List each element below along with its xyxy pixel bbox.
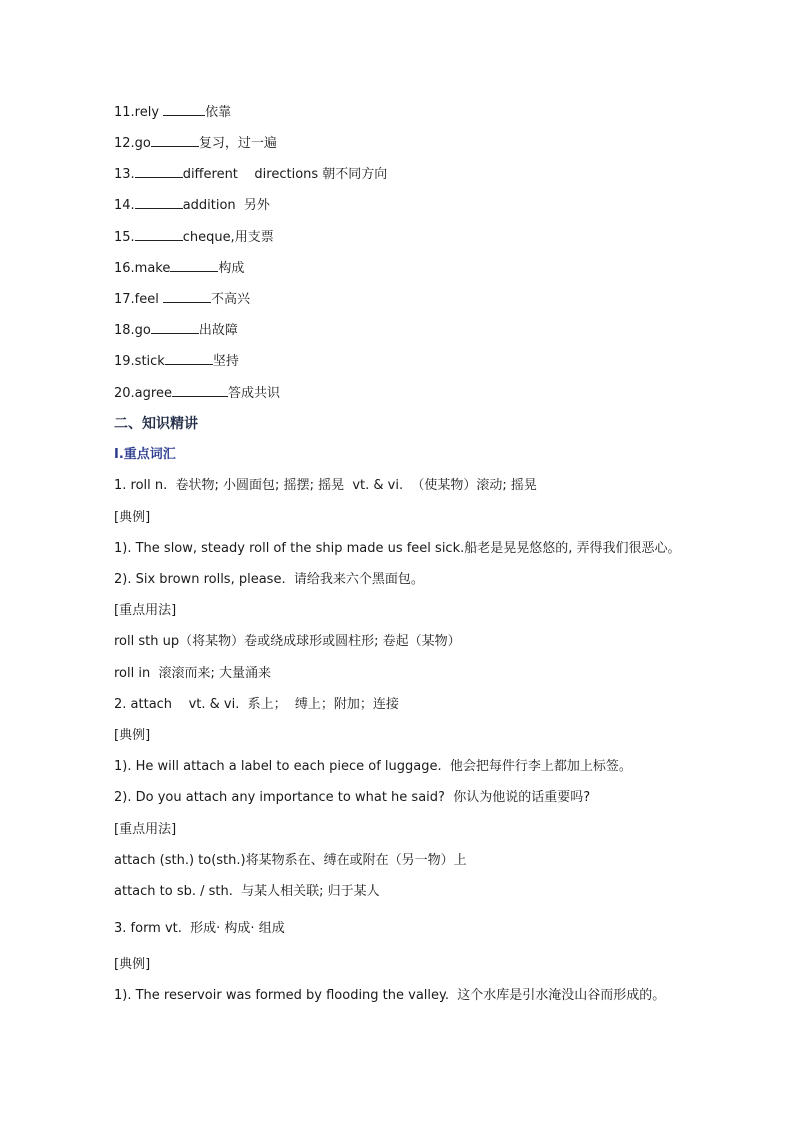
answer-blank (172, 384, 228, 397)
example-sentence: 1). The slow, steady roll of the ship made us feel sick.船老是晃晃悠悠的, 弄得我们很恶心。 (114, 541, 681, 556)
subsection-title: I.重点词汇 (114, 447, 176, 462)
fill-item-17: 17.feel 不高兴 (114, 292, 251, 307)
answer-blank (170, 259, 218, 272)
section-title: 二、知识精讲 (114, 416, 198, 432)
fill-item-13: 13. different directions 朝不同方向 (114, 167, 388, 182)
answer-blank (165, 352, 213, 365)
usage-line: roll in 滚滚而来; 大量涌来 (114, 666, 271, 681)
fill-item-14: 14. addition 另外 (114, 198, 270, 213)
answer-blank (135, 196, 183, 209)
example-sentence: 2). Six brown rolls, please. 请给我来六个黑面包。 (114, 572, 424, 587)
usage-line: roll sth up（将某物）卷或绕成球形或圆柱形; 卷起（某物） (114, 634, 461, 649)
vocab-entry-attach: 2. attach vt. & vi. 系上； 缚上；附加；连接 (114, 697, 399, 712)
example-sentence: 2). Do you attach any importance to what he said? 你认为他说的话重要吗? (114, 790, 591, 805)
fill-item-19: 19.stick 坚持 (114, 354, 239, 369)
fill-item-12: 12.go 复习，过一遍 (114, 136, 277, 151)
example-label: [典例] (114, 957, 151, 972)
fill-item-11: 11.rely 依靠 (114, 105, 232, 120)
example-sentence: 1). He will attach a label to each piece of luggage. 他会把每件行李上都加上标签。 (114, 759, 632, 774)
example-label: [典例] (114, 510, 151, 525)
answer-blank (163, 290, 211, 303)
usage-label: [重点用法] (114, 603, 177, 618)
example-sentence: 1). The reservoir was formed by flooding the valley. 这个水库是引水淹没山谷而形成的。 (114, 988, 666, 1003)
vocab-entry-roll: 1. roll n. 卷状物; 小圆面包; 摇摆; 摇晃 vt. & vi. （使某物）滚动; 摇晃 (114, 478, 537, 493)
answer-blank (163, 103, 205, 116)
usage-label: [重点用法] (114, 822, 177, 837)
vocab-entry-form: 3. form vt. 形成· 构成· 组成 (114, 921, 285, 936)
answer-blank (151, 321, 199, 334)
answer-blank (135, 228, 183, 241)
answer-blank (135, 165, 183, 178)
usage-line: attach to sb. / sth. 与某人相关联; 归于某人 (114, 884, 380, 899)
fill-item-15: 15. cheque,用支票 (114, 230, 274, 245)
answer-blank (151, 134, 199, 147)
usage-line: attach (sth.) to(sth.)将某物系在、缚在或附在（另一物）上 (114, 853, 467, 868)
fill-item-18: 18.go 出故障 (114, 323, 238, 338)
fill-item-20: 20.agree 答成共识 (114, 386, 280, 401)
fill-item-16: 16.make 构成 (114, 261, 245, 276)
example-label: [典例] (114, 728, 151, 743)
